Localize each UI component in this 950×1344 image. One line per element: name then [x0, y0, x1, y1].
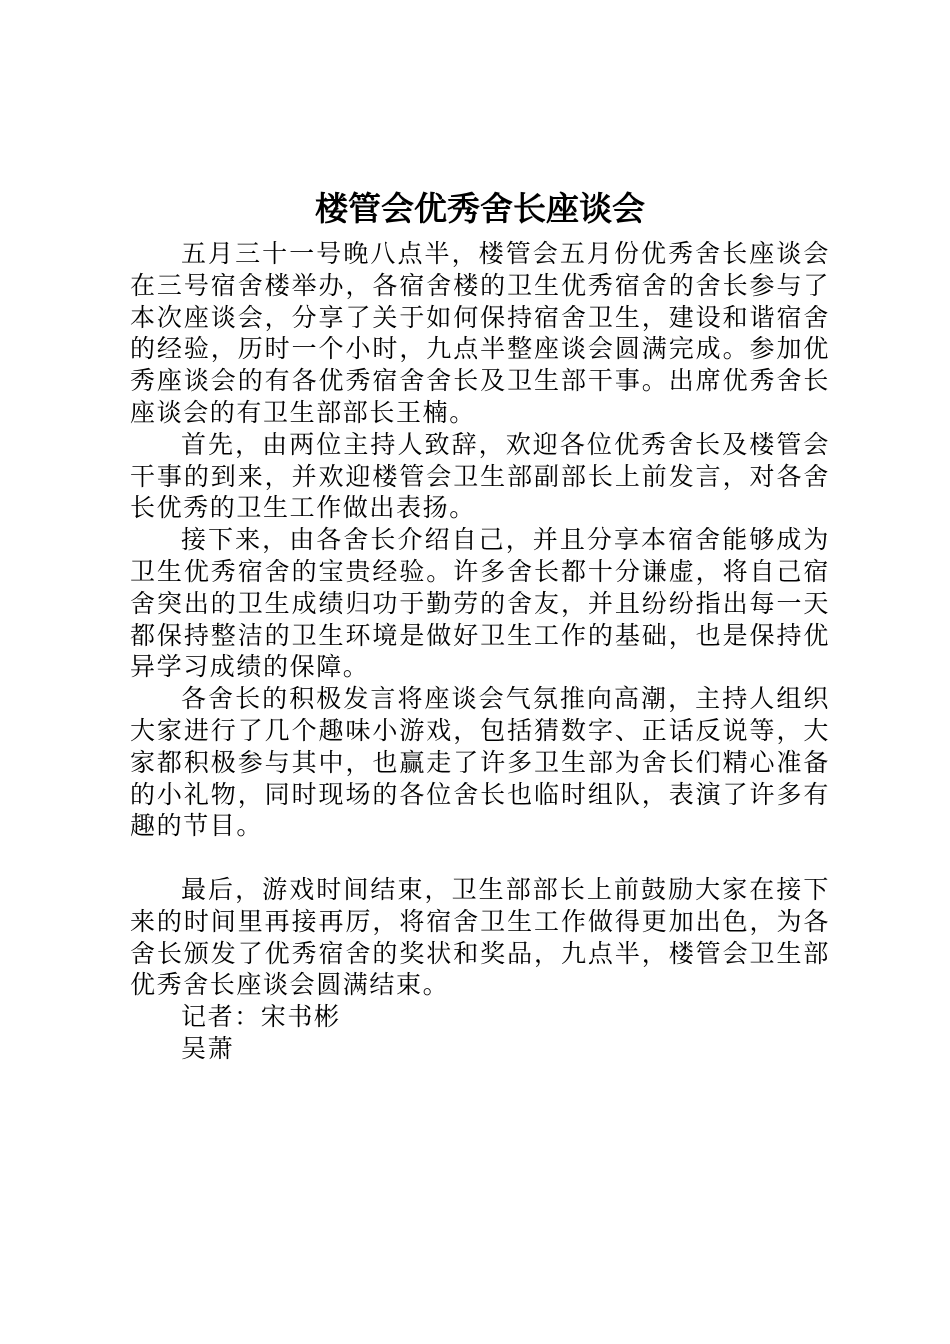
paragraph-closing: 最后，游戏时间结束，卫生部部长上前鼓励大家在接下来的时间里再接再厉，将宿舍卫生工作做得更加出色，为各舍长颁发了优秀宿舍的奖状和奖品，九点半，楼管会卫生部优秀舍长座谈会圆满结束。	[130, 874, 830, 1000]
document-body	[130, 238, 830, 1065]
paragraph-experience: 接下来，由各舍长介绍自己，并且分享本宿舍能够成为卫生优秀宿舍的宝贵经验。许多舍长都十分谦虚，将自己宿舍突出的卫生成绩归功于勤劳的舍友，并且纷纷指出每一天都保持整洁的卫生环境是做好卫生工作的基础，也是保持优异学习成绩的保障。	[130, 525, 830, 682]
paragraph-intro: 五月三十一号晚八点半，楼管会五月份优秀舍长座谈会在三号宿舍楼举办，各宿舍楼的卫生优秀宿舍的舍长参与了本次座谈会，分享了关于如何保持宿舍卫生，建设和谐宿舍的经验，历时一个小时，九点半整座谈会圆满完成。参加优秀座谈会的有各优秀宿舍舍长及卫生部干事。出席优秀舍长座谈会的有卫生部部长王楠。	[130, 239, 830, 427]
reporter-second: 吴萧	[181, 1033, 235, 1063]
paragraph-opening: 首先，由两位主持人致辞，欢迎各位优秀舍长及楼管会干事的到来，并欢迎楼管会卫生部副部长上前发言，对各舍长优秀的卫生工作做出表扬。	[130, 429, 830, 523]
paragraph-games: 各舍长的积极发言将座谈会气氛推向高潮，主持人组织大家进行了几个趣味小游戏，包括猜数字、正话反说等，大家都积极参与其中，也赢走了许多卫生部为舍长们精心准备的小礼物，同时现场的各位舍长也临时组队，表演了许多有趣的节目。	[130, 684, 830, 841]
reporter-line: 记者：宋书彬	[181, 1002, 341, 1032]
document-title: 楼管会优秀舍长座谈会	[315, 189, 645, 228]
